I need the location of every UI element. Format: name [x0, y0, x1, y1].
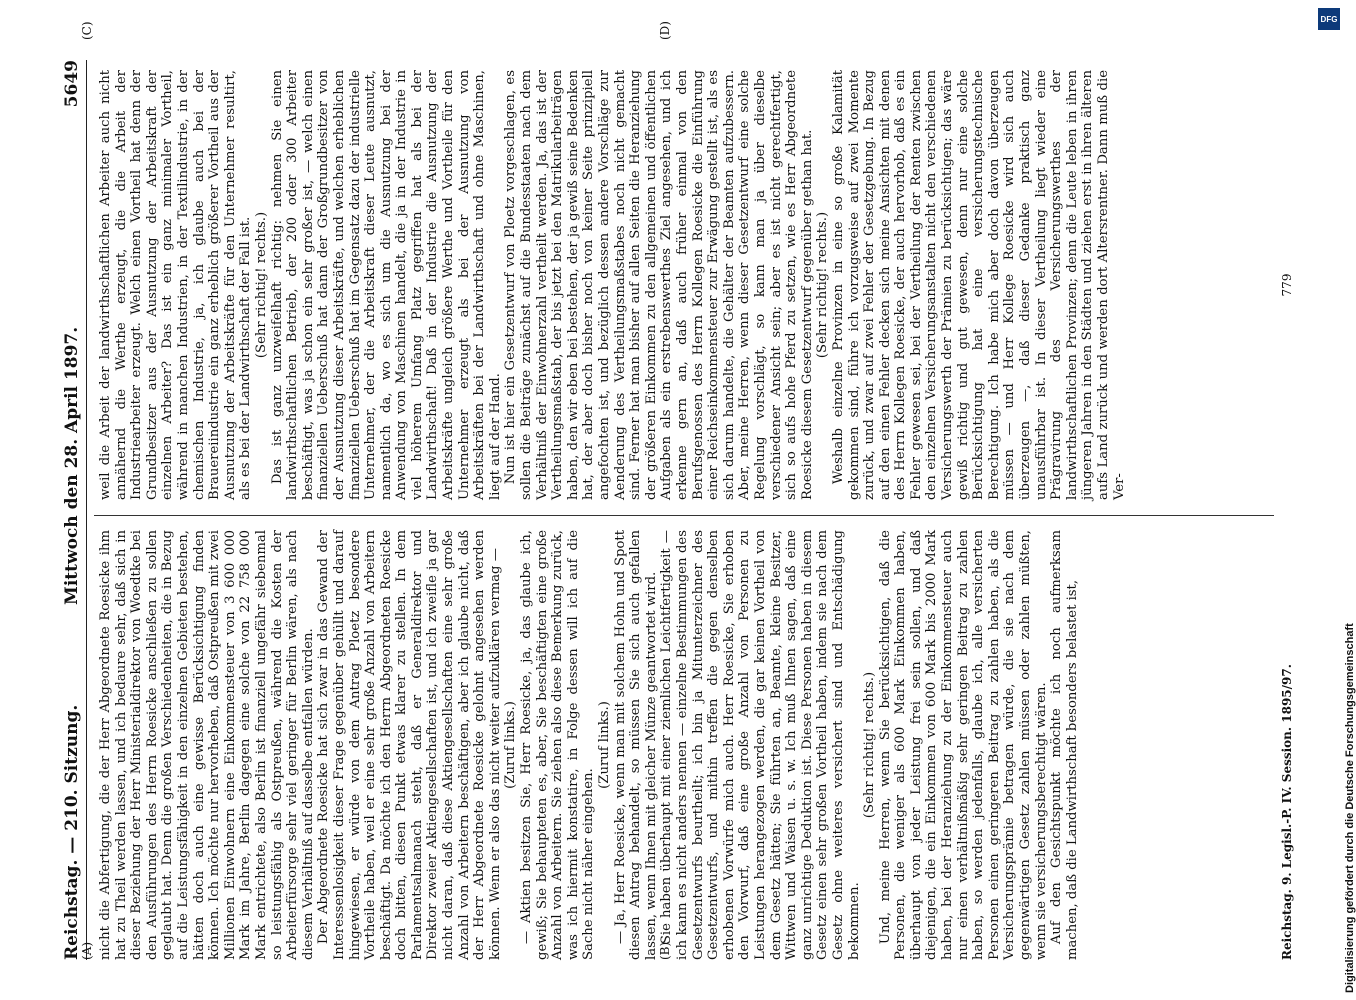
- rotated-text-block: [58, 21, 1308, 960]
- paragraph: nicht die Abfertigung, die der Herr Abgeordnete Roesicke ihm hat zu Theil werden lassen, und ich bedaure sehr, daß sich in dieser Beziehung der Herr Ministerialdirektor von Woedtke bei den Ausführungen des Herrn Roesicke anschließen zu sollen geglaubt hat. Denn die großen Verschiedenheiten, die in Bezug auf die Leistungsfähigkeit in den einzelnen Gebieten bestehen, hätten doch auch eine gewisse Berücksichtigung finden können. Ich möchte nur hervorheben, daß Ostpreußen mit zwei Millionen Einwohnern eine Einkommensteuer von 3 600 000 Mark im Jahre, Berlin dagegen eine solche von 22 758 000 Mark entrichtete, also Berlin ist finanziell ungefähr siebenmal so leistungsfähig als Ostpreußen, während die Kosten der Arbeiterfürsorge sehr viel geringer für Berlin wären, als nach diesem Verhältniß auf dasselbe entfallen würden.: [98, 530, 316, 960]
- header-left: Reichstag. — 210. Sitzung.: [62, 704, 82, 960]
- paragraph: weil die Arbeit der landwirthschaftlichen Arbeiter auch nicht annähernd die Werthe erzeugt, die die Arbeit der Industriearbeiter erzeugt. Welch einen Vortheil hat denn der Grundbesitzer aus der Ausnutzung der Arbeitskraft der einzelnen Arbeiter? Das ist ein ganz minimaler Vortheil, während in manchen Industrien, in der Textilindustrie, in der chemischen Industrie, ja, ich glaube auch bei der Brauereiindustrie ein ganz erheblich größerer Vortheil aus der Ausnutzung der Arbeitskräfte für den Unternehmer resultirt, als es bei der Landwirthschaft der Fall ist.: [98, 70, 254, 500]
- header-date: Mittwoch den 28. April 1897.: [62, 326, 82, 605]
- paragraph: Weshalb einzelne Provinzen in eine so große Kalamität gekommen sind, führe ich vorzugsweise auf zwei Momente zurück, und zwar auf zwei Fehler der Gesetzgebung. In Bezug auf den einen Fehler decken sich meine Ansichten mit denen des Herrn Kollegen Roesicke, der auch hervorhob, daß es ein Fehler gewesen sei, bei der Vertheilung der Renten zwischen den einzelnen Versicherungsanstalten nicht den verschiedenen Versicherungswerth der Prämien zu berücksichtigen; das wäre gewiß richtig und gut gewesen, denn nur eine solche Berücksichtigung hat eine versicherungstechnische Berechtigung. Ich habe mich aber doch davon überzeugen müssen — und Herr Kollege Roesicke wird sich auch überzeugen —, daß dieser Gedanke praktisch ganz unausführbar ist. In dieser Vertheilung liegt wieder eine Prägravirung des Versicherungswerthes der landwirthschaftlichen Provinzen; denn die Leute leben in ihren jüngeren Jahren in den Städten und ziehen erst in ihren älteren aufs Land zurück und werden dort Altersrentner. Dann muß die Ver-: [830, 70, 1127, 500]
- column-right: [80, 21, 1278, 500]
- dfg-credit-strip: [1318, 8, 1356, 993]
- margin-marker-c: (C): [80, 21, 94, 40]
- column-divider: [94, 515, 1274, 516]
- interjection: (Zuruf links.): [597, 701, 612, 789]
- footer-page-number: 779: [1280, 273, 1294, 297]
- interjection: (Zuruf links.): [503, 701, 519, 789]
- column-left: [80, 530, 1278, 960]
- paragraph: — Aktien besitzen Sie, Herr Roesicke, ja, das glaube ich, gewiß; Sie behaupteten es, aber, Sie beschäftigten eine große Anzahl von Arbeitern. Sie ziehen also diese Bemerkung zurück, was ich hiermit konstatire, in Folge dessen will ich auf die Sache nicht näher eingehen.: [519, 530, 597, 960]
- paragraph: Und, meine Herren, wenn Sie berücksichtigen, daß die Personen, die weniger als 600 Mark Einkommen haben, überhaupt von jeder Leistung frei sein sollen, und daß diejenigen, die ein Einkommen von 600 Mark bis 2000 Mark haben, bei der Heranziehung zu der Einkommensteuer auch nur einen verhältnißmäßig sehr geringen Beitrag zu zahlen haben, so werden jedenfalls, glaube ich, alle versicherten Personen einen geringeren Beitrag zu zahlen haben, als die Versicherungsprämie betragen würde, die sie nach dem gegenwärtigen Gesetz zahlen müssen oder zahlen müßten, wenn sie versicherungsberechtigt wären.: [877, 530, 1049, 960]
- margin-marker-d: (D): [658, 21, 672, 40]
- dfg-logo: DFG: [1318, 8, 1340, 30]
- interjection: (Sehr richtig! rechts.): [815, 211, 831, 359]
- digitization-credit: Digitalisierung gefördert durch die Deutsche Forschungsgemeinschaft: [1344, 623, 1356, 993]
- running-header: [58, 60, 88, 960]
- interjection: (Sehr richtig! rechts.): [862, 671, 878, 819]
- margin-marker-b: (B): [658, 941, 672, 960]
- header-page-number: 5649: [62, 60, 82, 108]
- paragraph: Auf den Gesichtspunkt möchte ich noch aufmerksam machen, daß die Landwirthschaft besonders belastet ist,: [1049, 530, 1080, 960]
- paragraph: Nun ist hier ein Gesetzentwurf von Ploetz vorgeschlagen, es sollen die Beiträge zunächst auf die Bundesstaaten nach dem Verhältniß der Einwohnerzahl vertheilt werden. Ja, das ist der Vertheilungsmaßstab, der bis jetzt bei den Matrikularbeiträgen haben, den wir eben bei bestehen, der ja gewiß seine Bedenken hat, der aber doch bisher noch von keiner Seite prinzipiell angefochten ist, und bezüglich dessen andere Vorschläge zur Aenderung des Vertheilungsmaßstabes noch nicht gemacht sind. Ferner hat man bisher auf allen Seiten die Heranziehung der größeren Einkommen zu den allgemeinen und öffentlichen Aufgaben als ein erstrebenswerthes Ziel angesehen, und ich erkenne gern an, daß auch früher einmal von den Berufsgenossen des Herrn Kollegen Roesicke die Einführung einer Reichseinkommensteuer zur Erwägung gestellt ist, als es sich darum handelte, die Gehälter der Beamten aufzubessern. Aber, meine Herren, wenn dieser Gesetzentwurf eine solche Regelung vorschlägt, so kann man ja über dieselbe verschiedener Ansicht sein; aber es ist nicht gerechtfertigt, sich so aufs hohe Pferd zu setzen, wie es Herr Abgeordnete Roesicke diesem Gesetzentwurf gegenüber gethan hat.: [503, 70, 815, 500]
- margin-marker-a: (A): [80, 941, 94, 960]
- footer-session: Reichstag. 9. Legisl.-P. IV. Session. 1895/97.: [1280, 664, 1294, 960]
- header-rule: [86, 60, 87, 960]
- paragraph: Der Abgeordnete Roesicke hat sich zwar in das Gewand der Interessenlosigkeit dieser Frage gegenüber gehüllt und darauf hingewiesen, er würde von dem Antrag Ploetz besondere Vortheile haben, weil er eine sehr große Anzahl von Arbeitern beschäftigt. Da möchte ich den Herrn Abgeordneten Roesicke doch bitten, diesen Punkt etwas klarer zu stellen. In dem Parlamentsalmanach steht, daß er Generaldirektor und Direktor zweier Aktiengesellschaften ist, und ich zweifle ja gar nicht daran, daß diese Aktiengesellschaften eine sehr große Anzahl von Arbeitern beschäftigen, aber ich glaube nicht, daß der Herr Abgeordnete Roesicke gelohnt angesehen werden können. Wenn er also das nicht weiter aufzuklären vermag —: [316, 530, 503, 960]
- paragraph: — Ja, Herr Roesicke, wenn man mit solchem Hohn und Spott diesen Antrag behandelt, so müssen Sie sich auch gefallen lassen, wenn Ihnen mit gleicher Münze geantwortet wird.: [612, 530, 659, 960]
- interjection: (Sehr richtig! rechts.): [253, 211, 269, 359]
- paragraph: Sie haben überhaupt mit einer ziemlichen Leichtfertigkeit — ich kann es nicht anders nennen — einzelne Bestimmungen des Gesetzentwurfs beurtheilt; ich bin ja Mitunterzeichner des Gesetzentwurfs, und mithin treffen die gegen denselben erhobenen Vorwürfe mich auch. Herr Roesicke, Sie erhoben den Vorwurf, daß eine große Anzahl von Personen zu Leistungen herangezogen werden, die gar keinen Vortheil von dem Gesetz hätten; Sie führten an, Beamte, kleine Besitzer, Wittwen und Waisen u. s. w. Ich muß Ihnen sagen, daß eine ganz unrichtige Deduktion ist. Diese Personen haben in diesem Gesetz einen sehr großen Vortheil haben, indem sie nach dem Gesetz ohne weiteres versichert sind und Entschädigung bekommen.: [659, 530, 862, 960]
- paragraph: Das ist ganz unzweifelhaft richtig: nehmen Sie einen landwirthschaftlichen Betrieb, der 200 oder 300 Arbeiter beschäftigt, was ja schon ein sehr großer ist, — welch einen finanziellen Ueberschuß hat dann der Großgrundbesitzer von der Ausnutzung dieser Arbeitskräfte, und welchen erheblichen finanziellen Ueberschuß hat im Gegensatz dazu der industrielle Unternehmer, der die Arbeitskraft dieser Leute ausnutzt, namentlich da, wo es sich um die Ausnutzung bei der Anwendung von Maschinen handelt, die ja in der Industrie in viel höherem Umfang Platz gegriffen hat als bei der Landwirthschaft! Daß in der Industrie die Ausnutzung der Arbeitskräfte ungleich größere Werthe und Vortheile für den Unternehmer erzeugt als bei der Ausnutzung von Arbeitskräften bei der Landwirthschaft und ohne Maschinen, liegt auf der Hand.: [269, 70, 503, 500]
